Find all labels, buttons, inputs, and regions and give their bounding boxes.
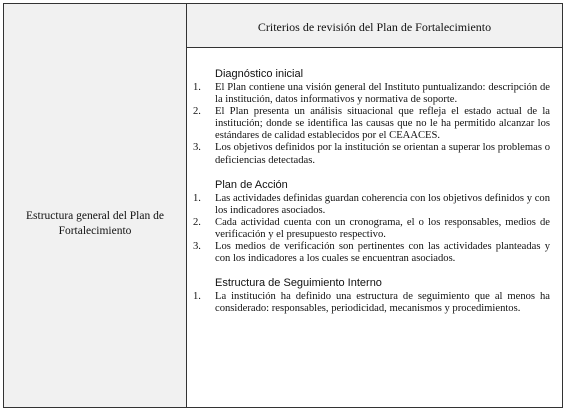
item-number: 2. <box>193 106 201 118</box>
item-number: 3. <box>193 142 201 154</box>
list-item <box>193 82 550 106</box>
item-number: 2. <box>193 216 201 228</box>
item-text: El Plan contiene una visión general del Instituto puntualizando: descripción de la institución, datos informativos y normativa de soporte. <box>215 82 550 106</box>
list-item <box>193 291 550 315</box>
item-text: Los objetivos definidos por la institución se orientan a superar los problemas o deficiencias detectadas. <box>215 142 550 166</box>
section-title: Diagnóstico inicial <box>215 68 304 80</box>
item-number: 1. <box>193 291 201 303</box>
section-diagnostico <box>193 68 550 167</box>
item-number: 1. <box>193 192 201 204</box>
left-column <box>4 4 187 407</box>
criteria-table <box>3 3 563 408</box>
item-text: Los medios de verificación son pertinentes con las actividades planteadas y con los indicadores a los cuales se encuentran asociados. <box>215 241 550 265</box>
section-title: Estructura de Seguimiento Interno <box>215 277 382 290</box>
item-text: La institución ha definido una estructura de seguimiento que al menos ha considerado: responsables, periodicidad, mecanismos y procedimientos. <box>215 291 550 315</box>
section-plan-accion <box>193 179 550 266</box>
header-title: Criterios de revisión del Plan de Fortalecimiento <box>257 20 492 34</box>
item-text: Cada actividad cuenta con un cronograma, el o los responsables, medios de verificación y el presupuesto respectivo. <box>215 216 550 240</box>
item-text: El Plan presenta un análisis situacional que refleja el estado actual de la institución; donde se identifica las causas que no le ha permitido alcanzar los estándares de calidad establecidos por el CEAACES. <box>215 106 550 142</box>
list-item <box>193 241 550 265</box>
criteria-content <box>187 48 562 407</box>
item-number: 3. <box>193 241 201 253</box>
section-title: Plan de Acción <box>215 178 288 191</box>
list-item <box>193 217 550 241</box>
row-label: Estructura general del Plan de Fortalecimiento <box>26 210 164 237</box>
list-item <box>193 106 550 142</box>
table-header <box>187 4 562 48</box>
item-number: 1. <box>193 82 201 93</box>
list-item <box>193 142 550 166</box>
section-seguimiento <box>193 277 550 315</box>
list-item <box>193 193 550 217</box>
item-text: Las actividades definidas guardan coherencia con los objetivos definidos y con los indicadores asociados. <box>215 192 550 216</box>
